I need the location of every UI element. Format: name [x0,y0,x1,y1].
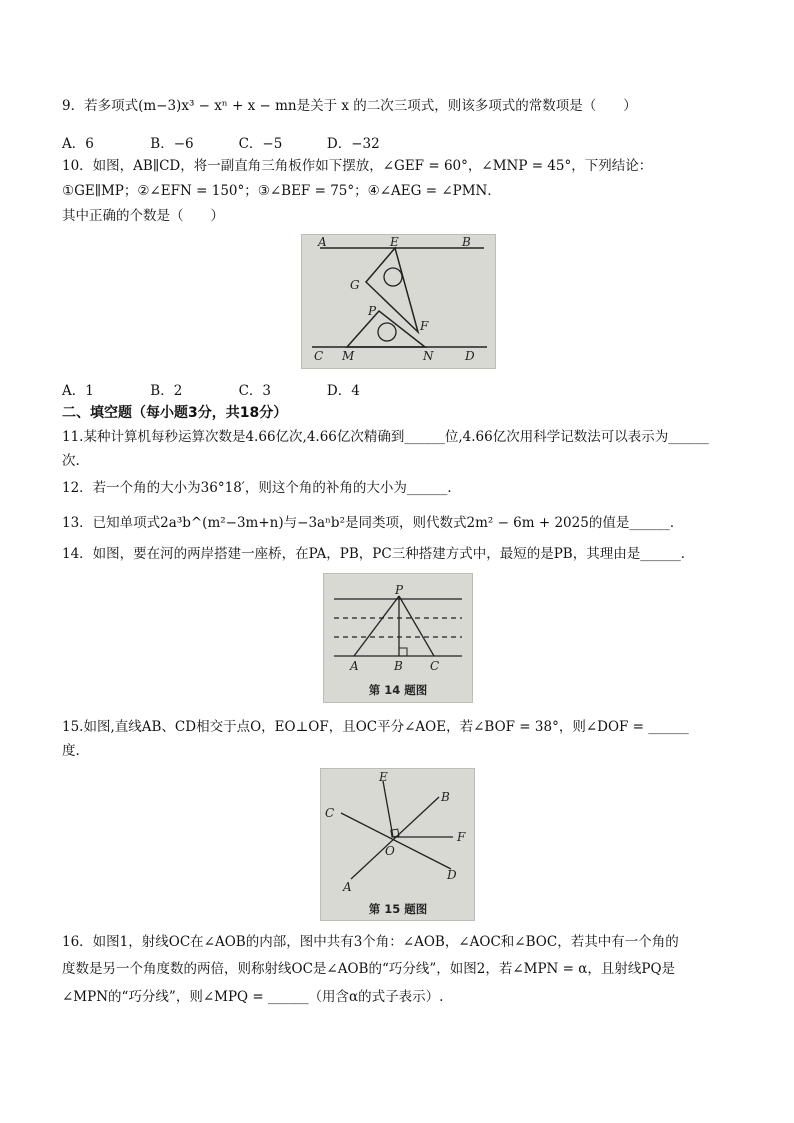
q10-label-a: A [318,235,327,249]
q10-option-c: C．3 [238,383,272,399]
q10-label-b: B [462,235,471,249]
q14-label-p: P [395,583,404,597]
q14-caption: 第 14 题图 [368,683,428,697]
q14-label-a: A [350,659,359,673]
q10-line1: 10．如图，AB∥CD，将一副直角三角板作如下摆放，∠GEF = 60°，∠MNP = 45°，下列结论： [62,158,653,174]
q10-label-n: N [423,349,434,363]
q11-line2: 次. [62,453,80,469]
q10-label-e: E [390,235,399,249]
q16-line1: 16．如图1，射线OC在∠AOB的内部，图中共有3个角：∠AOB，∠AOC和∠BOC，若其中有一个角的 [62,934,679,950]
q10-line3: 其中正确的个数是（ ） [62,208,224,224]
q15-label-c: C [325,806,335,820]
q9-option-b: B．−6 [150,136,194,152]
q9-option-d: D．−32 [326,136,380,152]
q10-option-a: A．1 [62,383,94,399]
q9-stem: 9．若多项式(m−3)x³ − xⁿ + x − mn是关于 x 的二次三项式，则该多项式的常数项是（ ） [62,98,637,114]
q10-label-m: M [342,349,355,363]
q14-line1: 14．如图，要在河的两岸搭建一座桥，在PA，PB，PC三种搭建方式中，最短的是PB，其理由是______． [62,546,695,562]
q10-label-d: D [465,349,475,363]
q15-line2: 度. [62,743,80,759]
q15-label-e: E [379,770,388,784]
q10-label-p: P [368,304,377,318]
q12-line1: 12．若一个角的大小为36°18′，则这个角的补角的大小为______． [62,480,461,496]
q10-line2: ①GE∥MP；②∠EFN = 150°；③∠BEF = 75°；④∠AEG = ∠PMN． [62,183,501,199]
q10-option-b: B．2 [150,383,183,399]
q15-label-b: B [441,790,450,804]
q16-line3: ∠MPN的“巧分线”，则∠MPQ = ______（用含α的式子表示）. [62,989,444,1005]
q9-option-c: C．−5 [238,136,283,152]
section-heading: 二、填空题（每小题3分，共18分） [62,405,288,421]
q9-options [62,132,380,152]
q15-label-d: D [447,868,457,882]
q15-line1: 15.如图,直线AB、CD相交于点O，EO⊥OF，且OC平分∠AOE，若∠BOF = 38°，则∠DOF = ______ [62,719,689,735]
q11-line1: 11.某种计算机每秒运算次数是4.66亿次,4.66亿次精确到______位,4.66亿次用科学记数法可以表示为______ [62,429,709,445]
q15-label-o: O [385,844,395,858]
q10-label-c: C [314,349,324,363]
q10-option-d: D．4 [326,383,360,399]
q10-figure [301,234,496,369]
q10-label-f: F [420,319,429,333]
q10-label-g: G [350,278,360,292]
q15-figure [320,768,475,921]
q14-label-b: B [394,659,403,673]
q15-label-a: A [343,880,352,894]
q10-options [62,379,360,399]
q15-caption: 第 15 题图 [368,902,428,916]
q15-label-f: F [457,830,466,844]
q14-label-c: C [430,659,440,673]
q9-option-a: A．6 [62,136,94,152]
q14-figure [323,573,473,703]
q16-line2: 度数是另一个角度数的两倍，则称射线OC是∠AOB的“巧分线”，如图2，若∠MPN = α，且射线PQ是 [62,961,676,977]
q13-line1: 13．已知单项式2a³b^(m²−3m+n)与−3aⁿb²是同类项，则代数式2m² − 6m + 2025的值是______． [62,515,684,531]
